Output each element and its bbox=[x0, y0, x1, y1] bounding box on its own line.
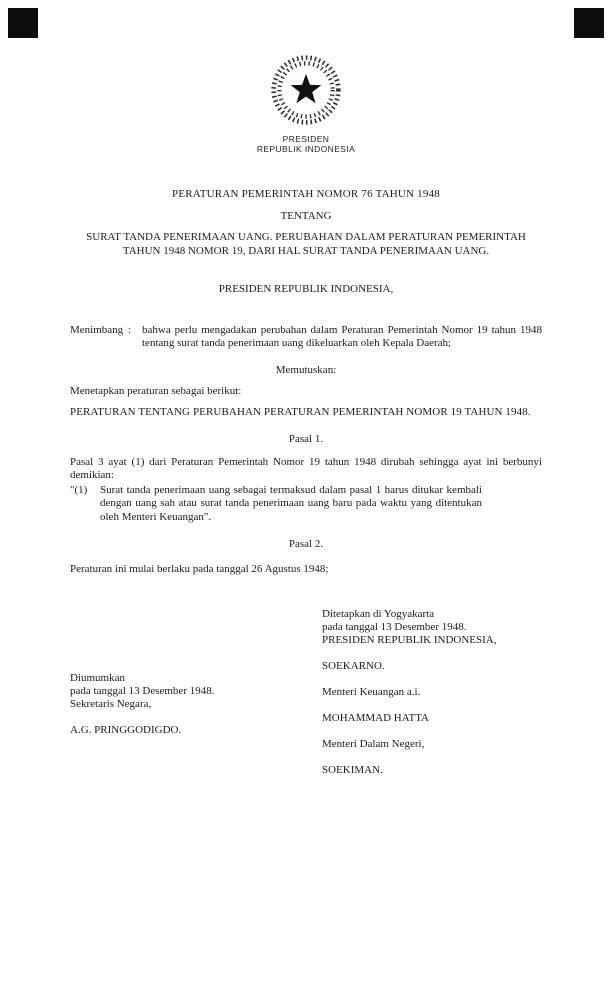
sig-office-secretary: Sekretaris Negara, bbox=[70, 698, 152, 710]
presidential-seal-icon bbox=[268, 52, 344, 128]
letterhead-republik: REPUBLIK INDONESIA bbox=[256, 144, 356, 154]
star-icon bbox=[291, 74, 322, 103]
considerations-label: Menimbang bbox=[70, 323, 124, 336]
sig-place: Ditetapkan di Yogyakarta bbox=[322, 608, 435, 620]
considerations-colon: : bbox=[128, 323, 132, 336]
sig-name-president: SOEKARNO. bbox=[322, 660, 385, 672]
enacting-line: Menetapkan peraturan sebagai berikut: bbox=[70, 385, 242, 397]
considerations-text: bahwa perlu mengadakan perubahan dalam Peraturan Pemerintah Nomor 19 tahun 1948 tentang surat tanda penerimaan uang dikeluarkan oleh Kepala Daerah; bbox=[142, 323, 542, 349]
corner-mark-top-left bbox=[8, 8, 38, 38]
sig-name-secretary: A.G. PRINGGODIGDO. bbox=[70, 724, 182, 736]
sig-office-president: PRESIDEN REPUBLIK INDONESIA, bbox=[322, 634, 497, 646]
signature-block-right bbox=[322, 608, 496, 777]
announced-date: pada tanggal 13 Desember 1948. bbox=[70, 685, 215, 697]
considerations-block bbox=[70, 324, 542, 351]
doc-subtitle: SURAT TANDA PENERIMAAN UANG. PERUBAHAN DALAM PERATURAN PEMERINTAH TAHUN 1948 NOMOR 19, DARI HAL SURAT TANDA PENERIMAAN UANG. bbox=[86, 231, 526, 257]
letterhead-presiden: PRESIDEN bbox=[282, 134, 330, 144]
sig-title-finance: Menteri Keuangan a.i. bbox=[322, 686, 421, 698]
letterhead bbox=[0, 134, 612, 154]
sig-date: pada tanggal 13 Desember 1948. bbox=[322, 621, 467, 633]
article-1-heading: Pasal 1. bbox=[288, 433, 324, 445]
memutuskan-heading: Memutuskan: bbox=[275, 363, 337, 376]
article-1-clause bbox=[70, 484, 542, 525]
doc-title: PERATURAN PEMERINTAH NOMOR 76 TAHUN 1948 bbox=[172, 188, 440, 200]
opening-line: PRESIDEN REPUBLIK INDONESIA, bbox=[218, 283, 394, 295]
doc-tentang: TENTANG bbox=[280, 209, 332, 222]
article-2-text: Peraturan ini mulai berlaku pada tanggal 26 Agustus 1948; bbox=[70, 562, 329, 575]
clause-marker: "(1) bbox=[70, 483, 88, 496]
announced-label: Diumumkan bbox=[70, 672, 125, 684]
sig-name-finance: MOHAMMAD HATTA bbox=[322, 712, 429, 724]
signature-block-left bbox=[70, 672, 214, 737]
clause-text: Surat tanda penerimaan uang sebagai termaksud dalam pasal 1 harus ditukar kembali dengan uang sah atau surat tanda penerimaan uang baru pada waktu yang ditentukan oleh Menteri Keuangan". bbox=[100, 483, 482, 523]
article-1-intro: Pasal 3 ayat (1) dari Peraturan Pemerintah Nomor 19 tahun 1948 dirubah sehingga ayat ini berbunyi demikian: bbox=[70, 455, 542, 481]
sig-title-interior: Menteri Dalam Negeri, bbox=[322, 738, 425, 750]
sig-name-interior: SOEKIMAN. bbox=[322, 764, 383, 776]
corner-mark-top-right bbox=[574, 8, 604, 38]
regulation-title: PERATURAN TENTANG PERUBAHAN PERATURAN PEMERINTAH NOMOR 19 TAHUN 1948. bbox=[70, 405, 531, 418]
document-body bbox=[70, 188, 542, 576]
article-2-heading: Pasal 2. bbox=[288, 538, 324, 550]
